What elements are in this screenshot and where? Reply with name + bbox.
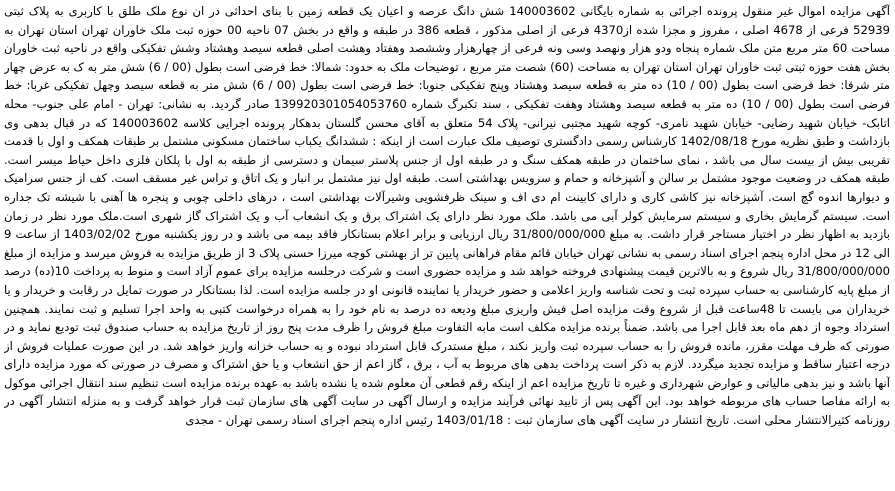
auction-notice-text: آگهی مزایده اموال غیر منقول پرونده اجرائی به شماره بایگانی 140003602 شش دانگ عرصه و اعیان یک قطعه زمین با بنای احداثی در ان نوع ملک طلق با کاربری به پلاک ثبتی 52939 فرعی از 4678 اصلی ، مفروز و مجزا شده از4370 فرعی از اصلی مذکور ، قطعه 386 در طبقه و واقع در بخش 07 ناحیه 00 حوزه ثبت ملک خاوران تهران استان تهران به مساحت 60 متر مربع متن ملک شماره پنجاه ودو هزار ونهصد وسی ونه فرعی از چهارهزار وششصد وهفتاد وهشت اصلی قطعه سیصد وهشتاد وشش تفکیکی واقع در ناحیه ثبت خاوران بخش هفت حوزه ثبتی ثبت خاوران تهران استان تهران به مساحت (60) شصت متر مربع ، توضیحات ملک به حدود: شمالا: خط فرضی است بطول (00 / 6) شش متر به ک به عرض چهار متر شرقا: خط فرضی است بطول (00 / 10) ده متر به قطعه سیصد وهشتاد وپنج تفکیکی جنوبا: خط فرضی است بطول (00 / 6) شش متر به قطعه سیصد وچهل تفکیکی غربا: خط فرضی است بطول (00 / 10) ده متر به قطعه سیصد وهشتاد وهفت تفکیکی ، سند تکبرگ شماره 139920301054053760 صادر گردید. به نشانی: تهران - امام علی جنوب- محله اتابک- خیابان شهید رضایی- خیابان شهید نامری- کوچه شهید مجتبی نیرانی- پلاک 54 متعلق به آقای محسن گلستان بدهکار پرونده اجرایی کلاسه 140003602 که در قبال بدهی وی بازداشت و طبق نظریه مورخ 1402/08/18 کارشناس رسمی دادگستری توصیف ملک عبارت است از اینکه : ششدانگ یکباب ساختمان مسکونی مشتمل بر طبقات همکف و اول با قدمت تقریبی بیش از بیست سال می باشد ، نمای ساختمان در طبقه همکف سنگ و در طبقه اول از جنس پلاستر سیمان و دسترسی از طبقه به اول با پلکان فلزی داخل حیاط میسر است. طبقه همکف در وضعیت موجود مشتمل بر سالن و آشپزخانه و حمام و سرویس بهداشتی است. طبقه اول نیز مشتمل بر انبار و یک اتاق و تراس غیر مسقف است. کف از جنس سرامیک و دیوارها اندوه گچ است. آشپزخانه نیز کاشی کاری و دارای کابینت ام دی اف و سینک ظرفشویی وشیرآلات بهداشتی است ، درهای داخلی چوبی و پنجره ها آهنی با شیشه تک جداره است. سیستم گرمایش بخاری و سیستم سرمایش کولر آبی می باشد. ملک مورد نظر دارای یک اشتراک برق و یک انشعاب آب و یک اشتراک گاز شهری است.ملک مورد نظر در زمان بازدید به اظهار نظر در اختیار مستاجر قرار داشت. به مبلغ 31/800/000/000 ریال ارزیابی و برابر اعلام بستانکار فاقد بیمه می باشد و در روز یکشنبه مورخ 1403/02/02 از ساعت 9 الی 12 در محل اداره پنجم اجرای اسناد رسمی به نشانی تهران خیابان قائم مقام فراهانی پایین تر از بهشتی کوچه میرزا حسنی پلاک 3 از طریق مزایده به فروش میرسد و مزایده از مبلغ 31/800/000/000 ریال شروع و به بالاترین قیمت پیشنهادی فروخته خواهد شد و مزایده حضوری است و شرکت درجلسه مزایده برای عموم آزاد است و منوط به پرداخت 10(ده) درصد از مبلغ پایه کارشناسی به حساب سپرده ثبت و تحت شناسه واریز اعلامی و حضور خریدار یا نماینده قانونی او در جلسه مزایده است. لذا بستانکار در صورت تمایل در رقابت و خریدار و یا خریداران می بایست تا 48ساعت قبل از شروع وقت مزایده اصل فیش واریزی مبلغ ودیعه ده درصد به نام خود را به همراه درخواست کتبی به واحد اجرا تسلیم و ثبت نمایند. همچنین استرداد وجوه از دهم ماه بعد قابل اجرا می باشد. ضمناً برنده مزایده مکلف است مابه التفاوت مبلغ فروش را ظرف مدت پنج روز از تاریخ مزایده به حساب صندوق ثبت تودیع نماید و در صورتی که ظرف مهلت مقرر، مانده فروش را به حساب سپرده ثبت واریز نکند ، مبلغ مستدرک قابل استرداد نبوده و به حساب خزانه واریز خواهد شد. در این صورت عملیات فروش از درجه اعتبار ساقط و مزایده تجدید میگردد. لازم به ذکر است پرداخت بدهی های مربوط به آب ، برق ، گاز اعم از حق انشعاب و یا حق اشتراک و مصرف در صورتی که مورد مزایده دارای آنها باشد و نیز بدهی مالیاتی و عوارض شهرداری و غیره تا تاریخ مزایده اعم از اینکه رقم قطعی آن معلوم شده یا نشده باشد به عهده برنده مزایده است تنظیم سند انتقال اجرائی موکول به ارائه مفاصا حساب های مربوطه خواهد بود. این آگهی پس از تایید نهائی فرآیند مزایده و ارسال آگهی در سایت آگهی های سازمان ثبت قرار خواهد گرفت و به منزله انتشار آگهی در روزنامه کثیرالانتشار محلی است. تاریخ انتشار در سایت آگهی های سازمان ثبت : 1403/01/18 رئیس اداره پنجم اجرای اسناد رسمی تهران - مجدی [4, 4, 890, 428]
